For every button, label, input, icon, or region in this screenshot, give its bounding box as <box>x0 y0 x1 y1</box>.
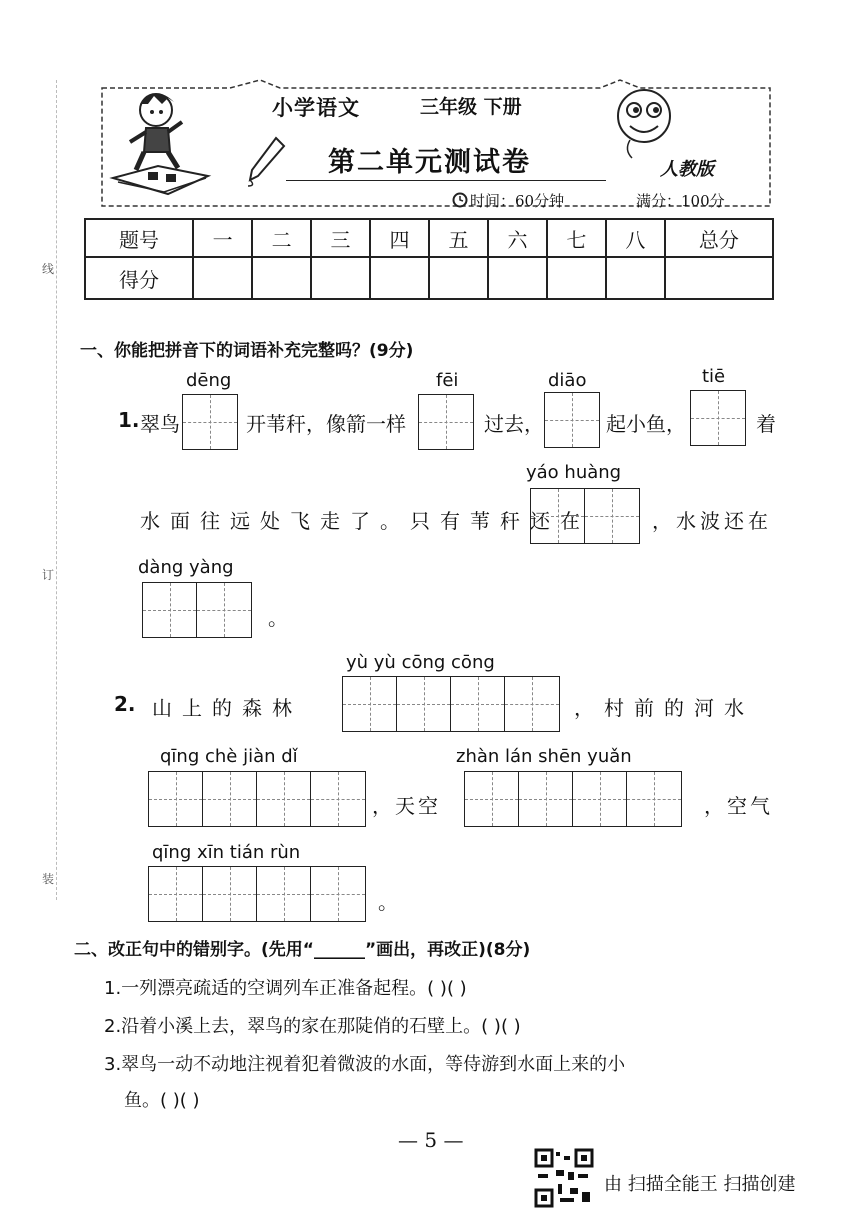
list-item: 2.沿着小溪上去，翠鸟的家在那陡俏的石壁上。( )( ) <box>104 1016 521 1037</box>
answer-box[interactable] <box>418 394 474 450</box>
question-text: 。 <box>378 890 398 914</box>
qr-code-icon <box>534 1148 594 1208</box>
binding-line <box>56 80 57 900</box>
pinyin-label: yáo huàng <box>526 462 622 483</box>
question-text: 翠鸟 <box>140 412 180 436</box>
pinyin-label: qīng xīn tián rùn <box>152 842 301 863</box>
margin-mark: 装 <box>42 872 55 886</box>
table-header-cell: 三 <box>311 219 370 257</box>
question-text: 开苇秆，像箭一样 <box>246 412 406 436</box>
table-header-cell: 题号 <box>85 219 193 257</box>
question-number: 1. <box>118 408 140 432</box>
score-cell[interactable] <box>311 257 370 299</box>
question-text: ，水波还在 <box>652 509 772 533</box>
pinyin-label: zhàn lán shēn yuǎn <box>456 746 632 767</box>
section1-title: 一、你能把拼音下的词语补充完整吗？(9分) <box>80 341 414 361</box>
answer-box[interactable] <box>530 488 640 544</box>
question-text: ，村前的河水 <box>574 696 754 720</box>
score-cell[interactable] <box>547 257 606 299</box>
question-text: 山上的森林 <box>152 696 302 720</box>
full-score: 满分：100分 <box>636 192 725 210</box>
score-cell[interactable] <box>665 257 773 299</box>
page-title: 第二单元测试卷 <box>328 147 531 178</box>
clock-icon <box>452 190 468 208</box>
score-cell[interactable] <box>370 257 429 299</box>
score-cell[interactable] <box>193 257 252 299</box>
pencil-icon <box>246 136 286 188</box>
score-table <box>84 218 774 300</box>
question-text: 。 <box>268 606 288 630</box>
table-header-cell: 六 <box>488 219 547 257</box>
question-text: 起小鱼， <box>606 412 686 436</box>
page-number: — 5 — <box>398 1128 464 1152</box>
pinyin-label: dàng yàng <box>138 557 234 578</box>
boy-on-book-illustration <box>108 88 218 200</box>
margin-mark: 线 <box>42 262 55 276</box>
smiley-face-icon <box>610 86 680 162</box>
question-number: 2. <box>114 692 136 716</box>
pinyin-label: dēng <box>186 370 232 391</box>
pinyin-label: yù yù cōng cōng <box>346 652 495 673</box>
question-text: 着 <box>756 412 776 436</box>
list-item: 鱼。( )( ) <box>124 1090 200 1111</box>
question-text: ，空气 <box>704 794 773 818</box>
grade-label: 三年级 下册 <box>420 96 522 118</box>
question-text: 过去， <box>484 412 544 436</box>
score-cell[interactable] <box>488 257 547 299</box>
title-underline <box>286 180 606 181</box>
pinyin-label: qīng chè jiàn dǐ <box>160 746 298 767</box>
subject-label: 小学语文 <box>272 95 360 120</box>
table-header-cell: 总分 <box>665 219 773 257</box>
answer-box[interactable] <box>342 676 560 732</box>
list-item: 1.一列漂亮疏适的空调列车正准备起程。( )( ) <box>104 978 467 999</box>
answer-box[interactable] <box>690 390 746 446</box>
score-row-label: 得分 <box>85 257 193 299</box>
pinyin-label: tiē <box>702 366 726 387</box>
answer-box[interactable] <box>142 582 252 638</box>
question-text: 水面往远处飞走了。只有苇秆还在 <box>140 509 590 533</box>
score-cell[interactable] <box>606 257 665 299</box>
section2-title: 二、改正句中的错别字。(先用“______”画出，再改正)(8分) <box>74 940 531 960</box>
list-item: 3.翠鸟一动不动地注视着犯着微波的水面，等侍游到水面上来的小 <box>104 1054 626 1075</box>
table-row <box>85 257 773 299</box>
table-header-cell: 四 <box>370 219 429 257</box>
pinyin-label: diāo <box>548 370 587 391</box>
table-header-cell: 七 <box>547 219 606 257</box>
score-cell[interactable] <box>252 257 311 299</box>
score-cell[interactable] <box>429 257 488 299</box>
table-header-cell: 一 <box>193 219 252 257</box>
pinyin-label: fēi <box>436 370 459 391</box>
question-text: ，天空 <box>372 794 441 818</box>
answer-box[interactable] <box>148 866 366 922</box>
edition-label: 人教版 <box>660 159 714 180</box>
table-header-cell: 五 <box>429 219 488 257</box>
table-header-cell: 八 <box>606 219 665 257</box>
answer-box[interactable] <box>182 394 238 450</box>
table-header-cell: 二 <box>252 219 311 257</box>
footer-watermark: 由 扫描全能王 扫描创建 <box>604 1174 796 1195</box>
margin-mark: 订 <box>42 568 55 582</box>
time-limit: 时间：60分钟 <box>470 192 565 210</box>
answer-box[interactable] <box>148 771 366 827</box>
answer-box[interactable] <box>464 771 682 827</box>
answer-box[interactable] <box>544 392 600 448</box>
table-row <box>85 219 773 257</box>
